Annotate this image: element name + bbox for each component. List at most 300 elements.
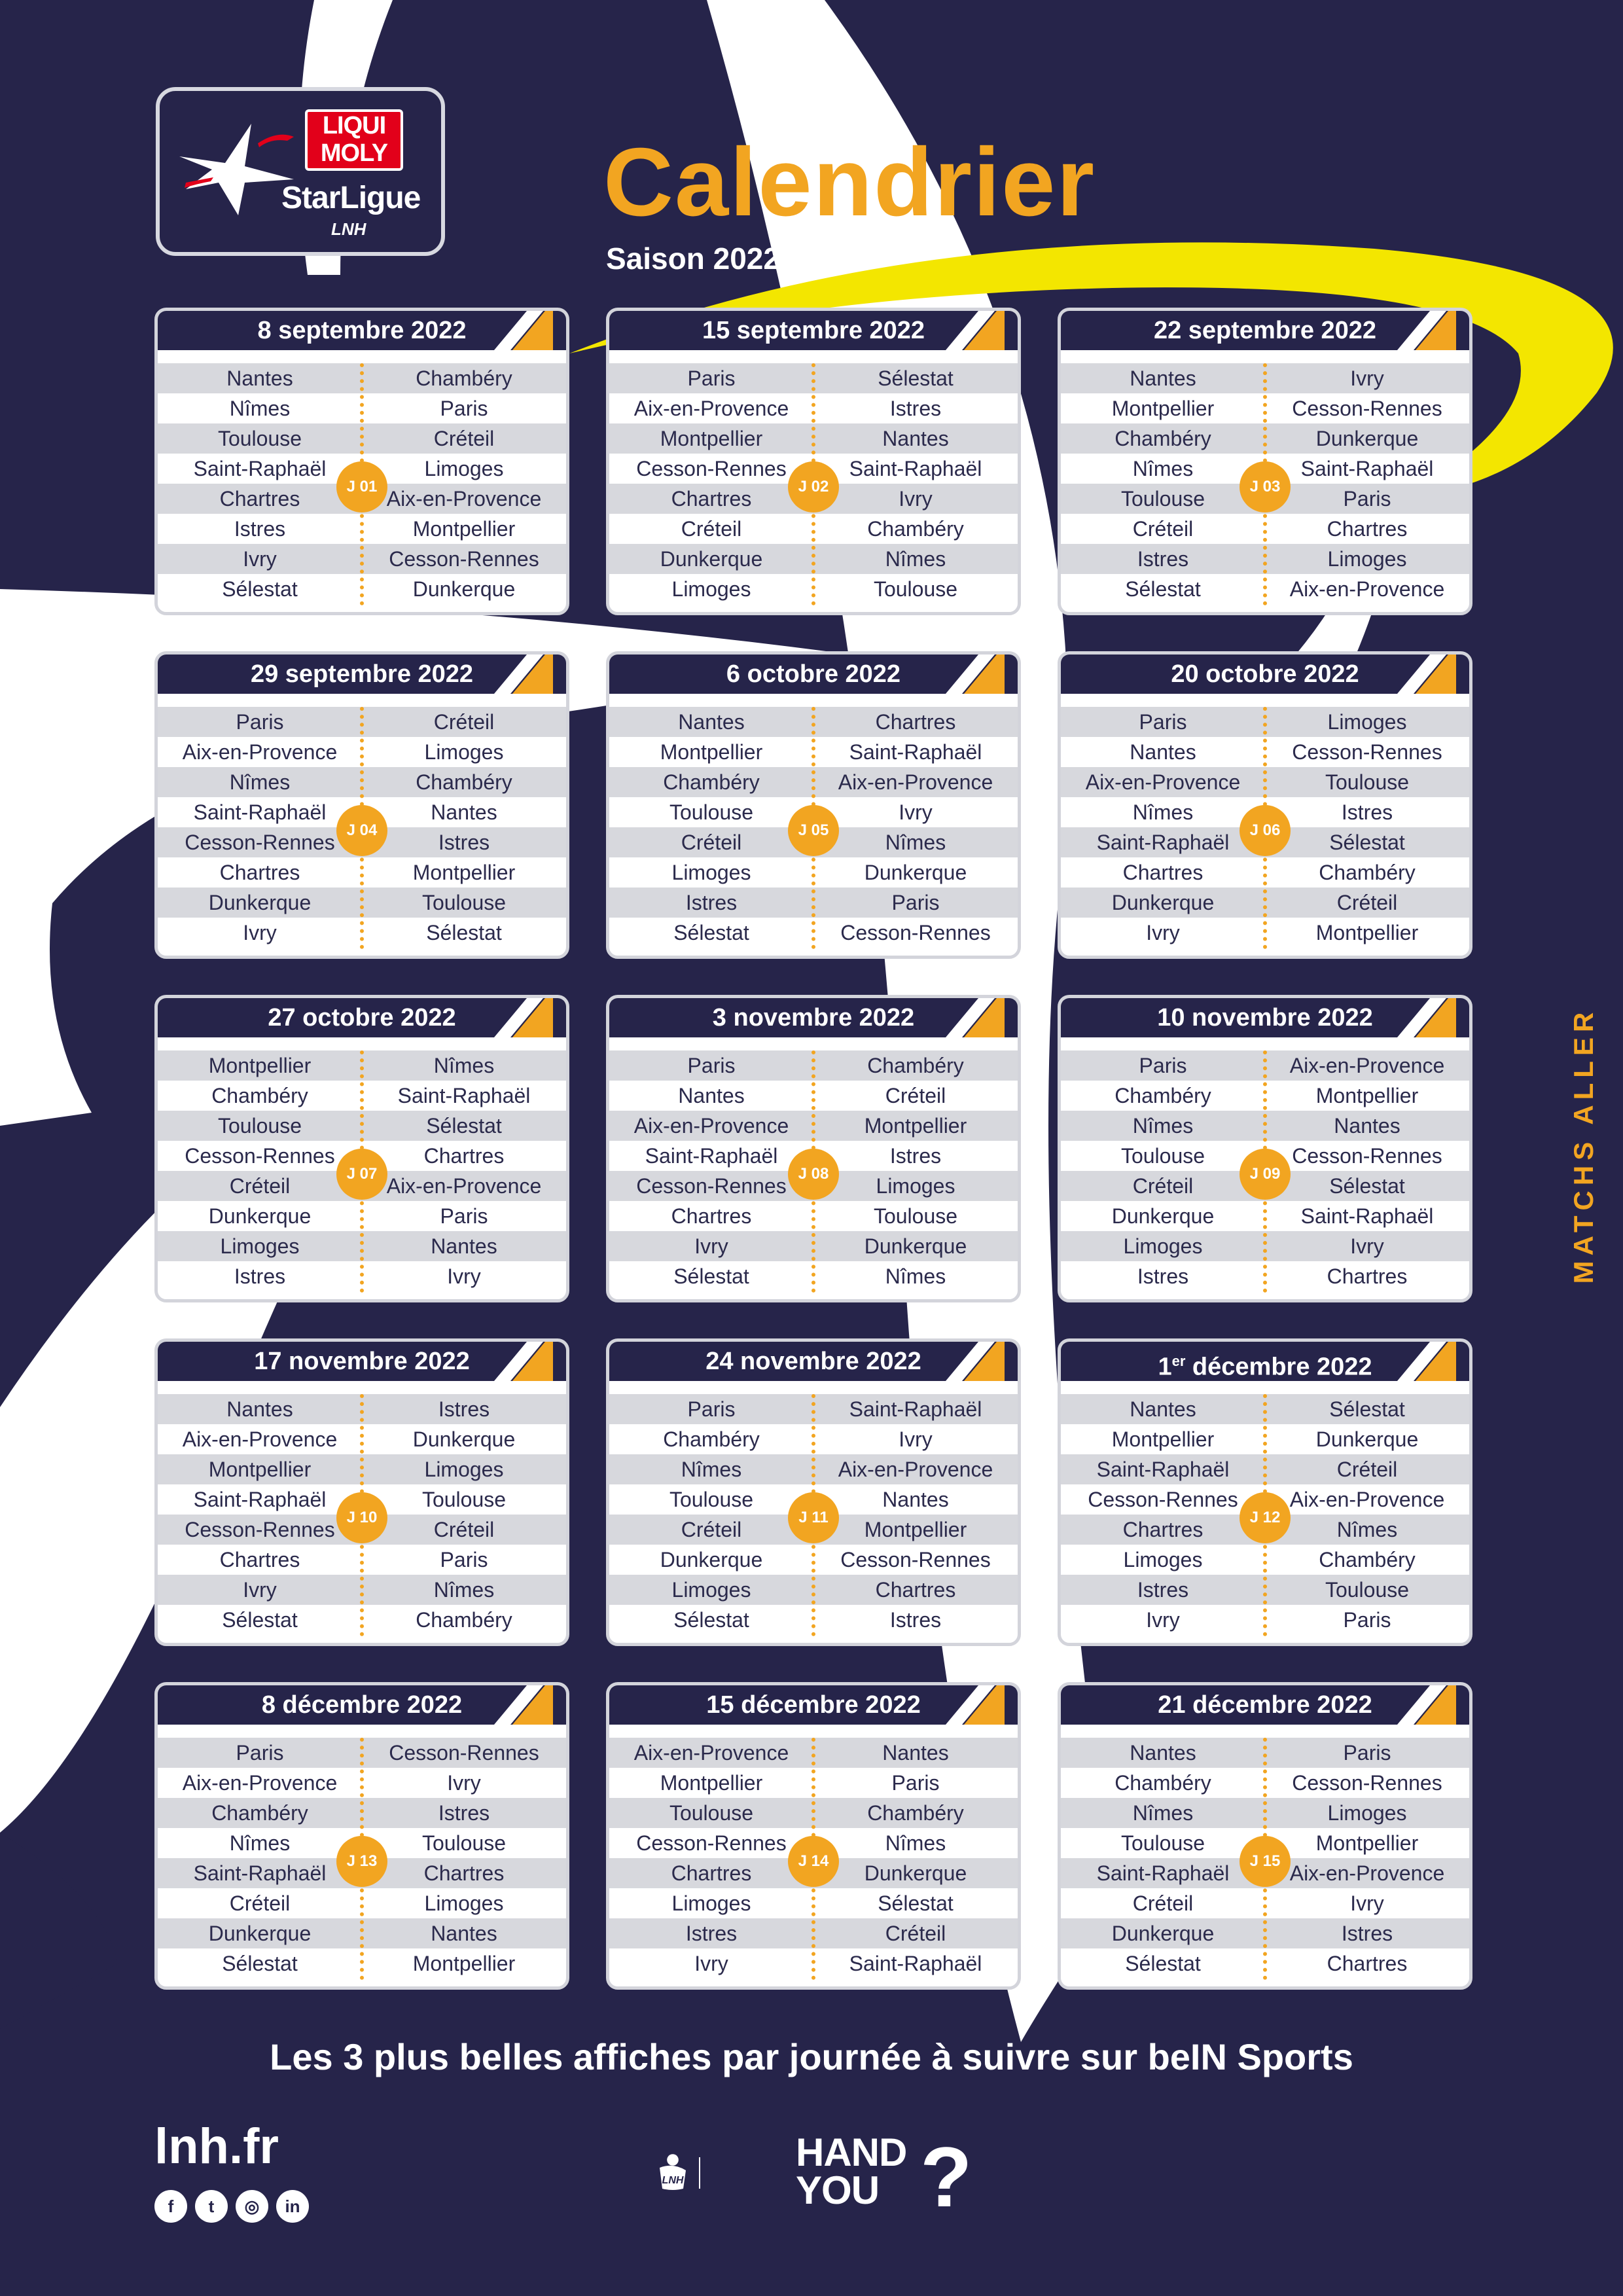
home-team: Créteil [229, 1891, 291, 1915]
away-team: Créteil [885, 1083, 946, 1107]
broadcast-note: Les 3 plus belles affiches par journée à suivre sur beIN Sports [270, 2036, 1353, 2077]
away-team: Paris [1343, 486, 1391, 511]
home-team: Montpellier [1111, 1427, 1215, 1451]
header-stripe-icon [933, 311, 1005, 350]
header-stripe-icon [933, 655, 1005, 694]
away-team: Nîmes [885, 1264, 946, 1288]
home-team: Istres [1137, 547, 1189, 571]
home-team: Dunkerque [660, 547, 763, 571]
star-icon [173, 117, 297, 215]
header-stripe-icon [1384, 998, 1456, 1037]
away-team: Limoges [1327, 1801, 1407, 1825]
twitter-icon[interactable]: t [195, 2190, 228, 2223]
home-team: Chambéry [1115, 1770, 1211, 1795]
away-team: Nantes [882, 426, 949, 450]
away-team: Aix-en-Provence [386, 486, 542, 511]
away-team: Sélestat [878, 366, 954, 390]
away-team: Limoges [1327, 709, 1407, 734]
round-card [154, 995, 569, 1302]
away-team: Chambéry [867, 516, 964, 541]
home-team: Paris [687, 1053, 736, 1077]
home-team: Limoges [220, 1234, 300, 1258]
away-team: Toulouse [873, 1204, 958, 1228]
away-team: Chartres [423, 1143, 505, 1168]
away-team: Ivry [1350, 1234, 1384, 1258]
away-team: Ivry [899, 1427, 933, 1451]
away-team: Sélestat [426, 920, 502, 944]
home-team: Toulouse [669, 800, 754, 824]
home-team: Sélestat [673, 920, 749, 944]
home-team: Cesson-Rennes [636, 456, 787, 480]
away-team: Aix-en-Provence [838, 1457, 993, 1481]
round-date: 15 septembre 2022 [609, 311, 1018, 350]
away-team: Chartres [423, 1861, 505, 1885]
away-team: Nîmes [885, 1831, 946, 1855]
round-date: 6 octobre 2022 [609, 655, 1018, 694]
away-team: Istres [438, 1397, 490, 1421]
away-team: Chambéry [1319, 1547, 1416, 1571]
away-team: Dunkerque [1315, 426, 1419, 450]
page-title: Calendrier [603, 128, 1096, 236]
round-badge: J 12 [1240, 1492, 1291, 1543]
away-team: Paris [891, 1770, 940, 1795]
lnh-handball-icon [654, 2121, 785, 2225]
home-team: Cesson-Rennes [185, 1517, 335, 1541]
round-date-month: décembre 2022 [1185, 1353, 1372, 1381]
away-team: Toulouse [421, 890, 507, 914]
away-team: Montpellier [412, 1951, 516, 1975]
round-badge: J 11 [788, 1492, 839, 1543]
round-date-suffix: er [1171, 1353, 1186, 1369]
round-card [154, 1338, 569, 1646]
away-team: Cesson-Rennes [840, 1547, 991, 1571]
home-team: Istres [234, 516, 286, 541]
home-team: Dunkerque [208, 1921, 312, 1945]
away-team: Istres [1341, 1921, 1393, 1945]
away-team: Chambéry [1319, 860, 1416, 884]
league-name: StarLigue [281, 181, 421, 215]
away-team: Cesson-Rennes [389, 547, 539, 571]
home-team: Aix-en-Provence [182, 740, 338, 764]
sponsor-line1: LIQUI [322, 112, 386, 139]
round-badge: J 13 [336, 1836, 387, 1887]
away-team: Nîmes [885, 830, 946, 854]
away-team: Ivry [899, 800, 933, 824]
home-team: Cesson-Rennes [636, 1174, 787, 1198]
round-badge: J 06 [1240, 805, 1291, 856]
home-team: Limoges [671, 860, 751, 884]
round-badge: J 08 [788, 1149, 839, 1200]
away-team: Chambéry [867, 1053, 964, 1077]
away-team: Limoges [424, 740, 504, 764]
home-team: Créteil [681, 1517, 742, 1541]
away-team: Saint-Raphaël [849, 456, 982, 480]
away-team: Saint-Raphaël [849, 740, 982, 764]
away-team: Sélestat [1329, 830, 1405, 854]
home-team: Toulouse [217, 426, 302, 450]
home-team: Toulouse [669, 1801, 754, 1825]
home-team: Aix-en-Provence [633, 396, 789, 420]
home-team: Nîmes [229, 1831, 291, 1855]
home-team: Istres [1137, 1577, 1189, 1602]
home-team: Toulouse [669, 1487, 754, 1511]
header-stripe-icon [933, 1342, 1005, 1381]
away-team: Chartres [1327, 1264, 1408, 1288]
home-team: Paris [687, 366, 736, 390]
home-team: Créteil [229, 1174, 291, 1198]
round-badge: J 10 [336, 1492, 387, 1543]
home-team: Saint-Raphaël [1096, 1457, 1230, 1481]
home-team: Aix-en-Provence [182, 1427, 338, 1451]
away-team: Ivry [447, 1264, 481, 1288]
away-team: Aix-en-Provence [1289, 1053, 1445, 1077]
away-team: Dunkerque [864, 860, 967, 884]
home-team: Istres [234, 1264, 286, 1288]
home-team: Nantes [678, 709, 745, 734]
home-team: Nîmes [1132, 1113, 1194, 1138]
round-badge: J 02 [788, 461, 839, 512]
round-date-day: 1 [1158, 1353, 1172, 1381]
away-team: Istres [889, 1607, 942, 1632]
home-team: Nîmes [1132, 456, 1194, 480]
away-team: Montpellier [1315, 1083, 1419, 1107]
round-badge: J 14 [788, 1836, 839, 1887]
away-team: Paris [1343, 1740, 1391, 1765]
home-team: Dunkerque [208, 890, 312, 914]
home-team: Ivry [243, 920, 277, 944]
away-team: Nîmes [885, 547, 946, 571]
home-team: Aix-en-Provence [1085, 770, 1241, 794]
home-team: Ivry [694, 1951, 728, 1975]
away-team: Chartres [875, 709, 956, 734]
round-badge: J 15 [1240, 1836, 1291, 1887]
away-team: Cesson-Rennes [389, 1740, 539, 1765]
round-badge: J 04 [336, 805, 387, 856]
social-links [154, 2190, 309, 2223]
lnh-logo-text: LNH [662, 2175, 684, 2186]
round-badge: J 01 [336, 461, 387, 512]
header-stripe-icon [1384, 1342, 1456, 1381]
home-team: Chambéry [663, 770, 760, 794]
home-team: Istres [1137, 1264, 1189, 1288]
away-team: Sélestat [1329, 1174, 1405, 1198]
home-team: Chambéry [211, 1801, 308, 1825]
home-team: Aix-en-Provence [633, 1113, 789, 1138]
away-team: Créteil [433, 709, 495, 734]
round-date: 10 novembre 2022 [1061, 998, 1469, 1037]
away-team: Saint-Raphaël [1300, 456, 1434, 480]
home-team: Chartres [671, 1204, 752, 1228]
away-team: Montpellier [864, 1113, 967, 1138]
linkedin-icon[interactable]: in [276, 2190, 309, 2223]
home-team: Nantes [226, 366, 293, 390]
side-label: MATCHS ALLER [1568, 1007, 1599, 1284]
header-stripe-icon [481, 1685, 553, 1725]
away-team: Paris [891, 890, 940, 914]
home-team: Limoges [671, 577, 751, 601]
home-team: Chartres [1122, 860, 1204, 884]
home-team: Nantes [1130, 1397, 1196, 1421]
home-team: Ivry [694, 1234, 728, 1258]
home-team: Chartres [671, 486, 752, 511]
away-team: Saint-Raphaël [397, 1083, 531, 1107]
away-team: Toulouse [1325, 770, 1410, 794]
liqui-moly-logo [305, 109, 403, 171]
away-team: Nîmes [433, 1053, 495, 1077]
home-team: Nîmes [681, 1457, 742, 1481]
header-stripe-icon [481, 1342, 553, 1381]
round-card [606, 1338, 1021, 1646]
round-date: 15 décembre 2022 [609, 1685, 1018, 1725]
home-team: Ivry [243, 547, 277, 571]
away-team: Aix-en-Provence [386, 1174, 542, 1198]
away-team: Montpellier [864, 1517, 967, 1541]
away-team: Chambéry [867, 1801, 964, 1825]
home-team: Paris [236, 709, 284, 734]
away-team: Dunkerque [1315, 1427, 1419, 1451]
away-team: Sélestat [1329, 1397, 1405, 1421]
away-team: Limoges [424, 456, 504, 480]
home-team: Sélestat [222, 1951, 298, 1975]
away-team: Toulouse [873, 577, 958, 601]
home-team: Paris [687, 1397, 736, 1421]
away-team: Limoges [1327, 547, 1407, 571]
home-team: Montpellier [208, 1457, 312, 1481]
home-team: Chambéry [211, 1083, 308, 1107]
home-team: Paris [1139, 1053, 1187, 1077]
away-team: Istres [889, 1143, 942, 1168]
away-team: Montpellier [412, 516, 516, 541]
round-card [154, 651, 569, 959]
header-stripe-icon [933, 1685, 1005, 1725]
home-team: Limoges [1123, 1547, 1203, 1571]
home-team: Montpellier [660, 740, 763, 764]
home-team: Ivry [1146, 920, 1180, 944]
away-team: Limoges [424, 1457, 504, 1481]
home-team: Saint-Raphaël [1096, 1861, 1230, 1885]
round-card [606, 995, 1021, 1302]
away-team: Aix-en-Provence [1289, 577, 1445, 601]
home-team: Sélestat [673, 1264, 749, 1288]
home-team: Toulouse [1120, 1143, 1205, 1168]
away-team: Saint-Raphaël [849, 1951, 982, 1975]
away-team: Créteil [433, 1517, 495, 1541]
header-stripe-icon [1384, 311, 1456, 350]
home-team: Saint-Raphaël [193, 1487, 327, 1511]
away-team: Cesson-Rennes [840, 920, 991, 944]
home-team: Sélestat [1125, 1951, 1201, 1975]
away-team: Créteil [885, 1921, 946, 1945]
away-team: Chartres [875, 1577, 956, 1602]
away-team: Aix-en-Provence [1289, 1861, 1445, 1885]
question-mark-icon: ? [920, 2129, 972, 2225]
round-date: 8 décembre 2022 [158, 1685, 566, 1725]
away-team: Paris [440, 1204, 488, 1228]
away-team: Istres [438, 1801, 490, 1825]
round-card [606, 651, 1021, 959]
header-stripe-icon [1384, 1685, 1456, 1725]
away-team: Toulouse [421, 1487, 507, 1511]
away-team: Cesson-Rennes [1292, 1143, 1442, 1168]
home-team: Saint-Raphaël [645, 1143, 778, 1168]
away-team: Toulouse [1325, 1577, 1410, 1602]
home-team: Cesson-Rennes [185, 830, 335, 854]
home-team: Montpellier [1111, 396, 1215, 420]
partner-line2: YOU [796, 2168, 880, 2212]
home-team: Dunkerque [208, 1204, 312, 1228]
home-team: Sélestat [222, 1607, 298, 1632]
away-team: Montpellier [1315, 920, 1419, 944]
home-team: Cesson-Rennes [185, 1143, 335, 1168]
home-team: Toulouse [217, 1113, 302, 1138]
home-team: Créteil [1132, 1891, 1194, 1915]
home-team: Chartres [671, 1861, 752, 1885]
away-team: Créteil [1336, 1457, 1398, 1481]
away-team: Limoges [424, 1891, 504, 1915]
away-team: Nantes [431, 1234, 497, 1258]
home-team: Nantes [1130, 740, 1196, 764]
home-team: Chartres [219, 860, 300, 884]
home-team: Dunkerque [1111, 1204, 1215, 1228]
round-card [1058, 1338, 1472, 1646]
home-team: Ivry [1146, 1607, 1180, 1632]
away-team: Créteil [433, 426, 495, 450]
home-team: Créteil [681, 830, 742, 854]
away-team: Nantes [431, 1921, 497, 1945]
away-team: Chambéry [416, 1607, 512, 1632]
starligue-logo [156, 87, 445, 256]
home-team: Nîmes [229, 396, 291, 420]
home-team: Cesson-Rennes [1088, 1487, 1238, 1511]
round-badge: J 07 [336, 1149, 387, 1200]
home-team: Chartres [219, 486, 300, 511]
round-date: 21 décembre 2022 [1061, 1685, 1469, 1725]
header-stripe-icon [481, 998, 553, 1037]
home-team: Créteil [1132, 1174, 1194, 1198]
away-team: Nîmes [1336, 1517, 1398, 1541]
round-date: 20 octobre 2022 [1061, 655, 1469, 694]
away-team: Aix-en-Provence [1289, 1487, 1445, 1511]
facebook-icon[interactable]: f [154, 2190, 187, 2223]
round-date: 22 septembre 2022 [1061, 311, 1469, 350]
round-badge: J 03 [1240, 461, 1291, 512]
round-card [154, 1682, 569, 1990]
home-team: Montpellier [660, 1770, 763, 1795]
round-date: 24 novembre 2022 [609, 1342, 1018, 1381]
round-badge: J 09 [1240, 1149, 1291, 1200]
home-team: Nantes [1130, 366, 1196, 390]
round-card [154, 308, 569, 615]
away-team: Chambéry [416, 770, 512, 794]
away-team: Ivry [1350, 1891, 1384, 1915]
home-team: Chartres [1122, 1517, 1204, 1541]
away-team: Ivry [899, 486, 933, 511]
round-card [606, 1682, 1021, 1990]
away-team: Nantes [882, 1740, 949, 1765]
website-link[interactable]: lnh.fr [154, 2119, 279, 2174]
home-team: Dunkerque [1111, 1921, 1215, 1945]
season-subtitle: Saison 2022/2023 [606, 242, 856, 276]
home-team: Limoges [1123, 1234, 1203, 1258]
home-team: Limoges [671, 1891, 751, 1915]
round-date: 29 septembre 2022 [158, 655, 566, 694]
away-team: Cesson-Rennes [1292, 1770, 1442, 1795]
header-stripe-icon [481, 311, 553, 350]
away-team: Dunkerque [412, 577, 516, 601]
away-team: Aix-en-Provence [838, 770, 993, 794]
federation-mark: LNH [331, 219, 366, 239]
home-team: Saint-Raphaël [193, 1861, 327, 1885]
away-team: Saint-Raphaël [849, 1397, 982, 1421]
home-team: Toulouse [1120, 486, 1205, 511]
home-team: Montpellier [660, 426, 763, 450]
away-team: Sélestat [426, 1113, 502, 1138]
round-card [1058, 651, 1472, 959]
home-team: Nîmes [229, 770, 291, 794]
round-date: 17 novembre 2022 [158, 1342, 566, 1381]
sponsor-line2: MOLY [320, 139, 388, 167]
home-team: Dunkerque [1111, 890, 1215, 914]
header-stripe-icon [933, 998, 1005, 1037]
home-team: Istres [685, 1921, 738, 1945]
round-card [1058, 995, 1472, 1302]
home-team: Sélestat [673, 1607, 749, 1632]
away-team: Chambéry [416, 366, 512, 390]
home-team: Chambéry [663, 1427, 760, 1451]
home-team: Istres [685, 890, 738, 914]
away-team: Nantes [882, 1487, 949, 1511]
round-card [1058, 308, 1472, 615]
away-team: Chartres [1327, 1951, 1408, 1975]
away-team: Paris [440, 396, 488, 420]
away-team: Nîmes [433, 1577, 495, 1602]
away-team: Ivry [447, 1770, 481, 1795]
away-team: Istres [1341, 800, 1393, 824]
home-team: Saint-Raphaël [193, 456, 327, 480]
away-team: Istres [889, 396, 942, 420]
home-team: Dunkerque [660, 1547, 763, 1571]
home-team: Nantes [1130, 1740, 1196, 1765]
away-team: Montpellier [1315, 1831, 1419, 1855]
home-team: Nîmes [1132, 1801, 1194, 1825]
home-team: Ivry [243, 1577, 277, 1602]
away-team: Nantes [431, 800, 497, 824]
away-team: Dunkerque [864, 1234, 967, 1258]
home-team: Toulouse [1120, 1831, 1205, 1855]
away-team: Paris [1343, 1607, 1391, 1632]
away-team: Limoges [876, 1174, 955, 1198]
away-team: Sélestat [878, 1891, 954, 1915]
away-team: Toulouse [421, 1831, 507, 1855]
home-team: Créteil [681, 516, 742, 541]
home-team: Aix-en-Provence [633, 1740, 789, 1765]
instagram-icon[interactable]: ◎ [236, 2190, 268, 2223]
away-team: Chartres [1327, 516, 1408, 541]
round-date [1061, 1342, 1469, 1381]
home-team: Chartres [219, 1547, 300, 1571]
home-team: Cesson-Rennes [636, 1831, 787, 1855]
away-team: Dunkerque [864, 1861, 967, 1885]
header-stripe-icon [481, 655, 553, 694]
round-date: 3 novembre 2022 [609, 998, 1018, 1037]
round-badge: J 05 [788, 805, 839, 856]
away-team: Cesson-Rennes [1292, 740, 1442, 764]
home-team: Paris [1139, 709, 1187, 734]
home-team: Chambéry [1115, 1083, 1211, 1107]
header-stripe-icon [1384, 655, 1456, 694]
away-team: Istres [438, 830, 490, 854]
round-date: 8 septembre 2022 [158, 311, 566, 350]
